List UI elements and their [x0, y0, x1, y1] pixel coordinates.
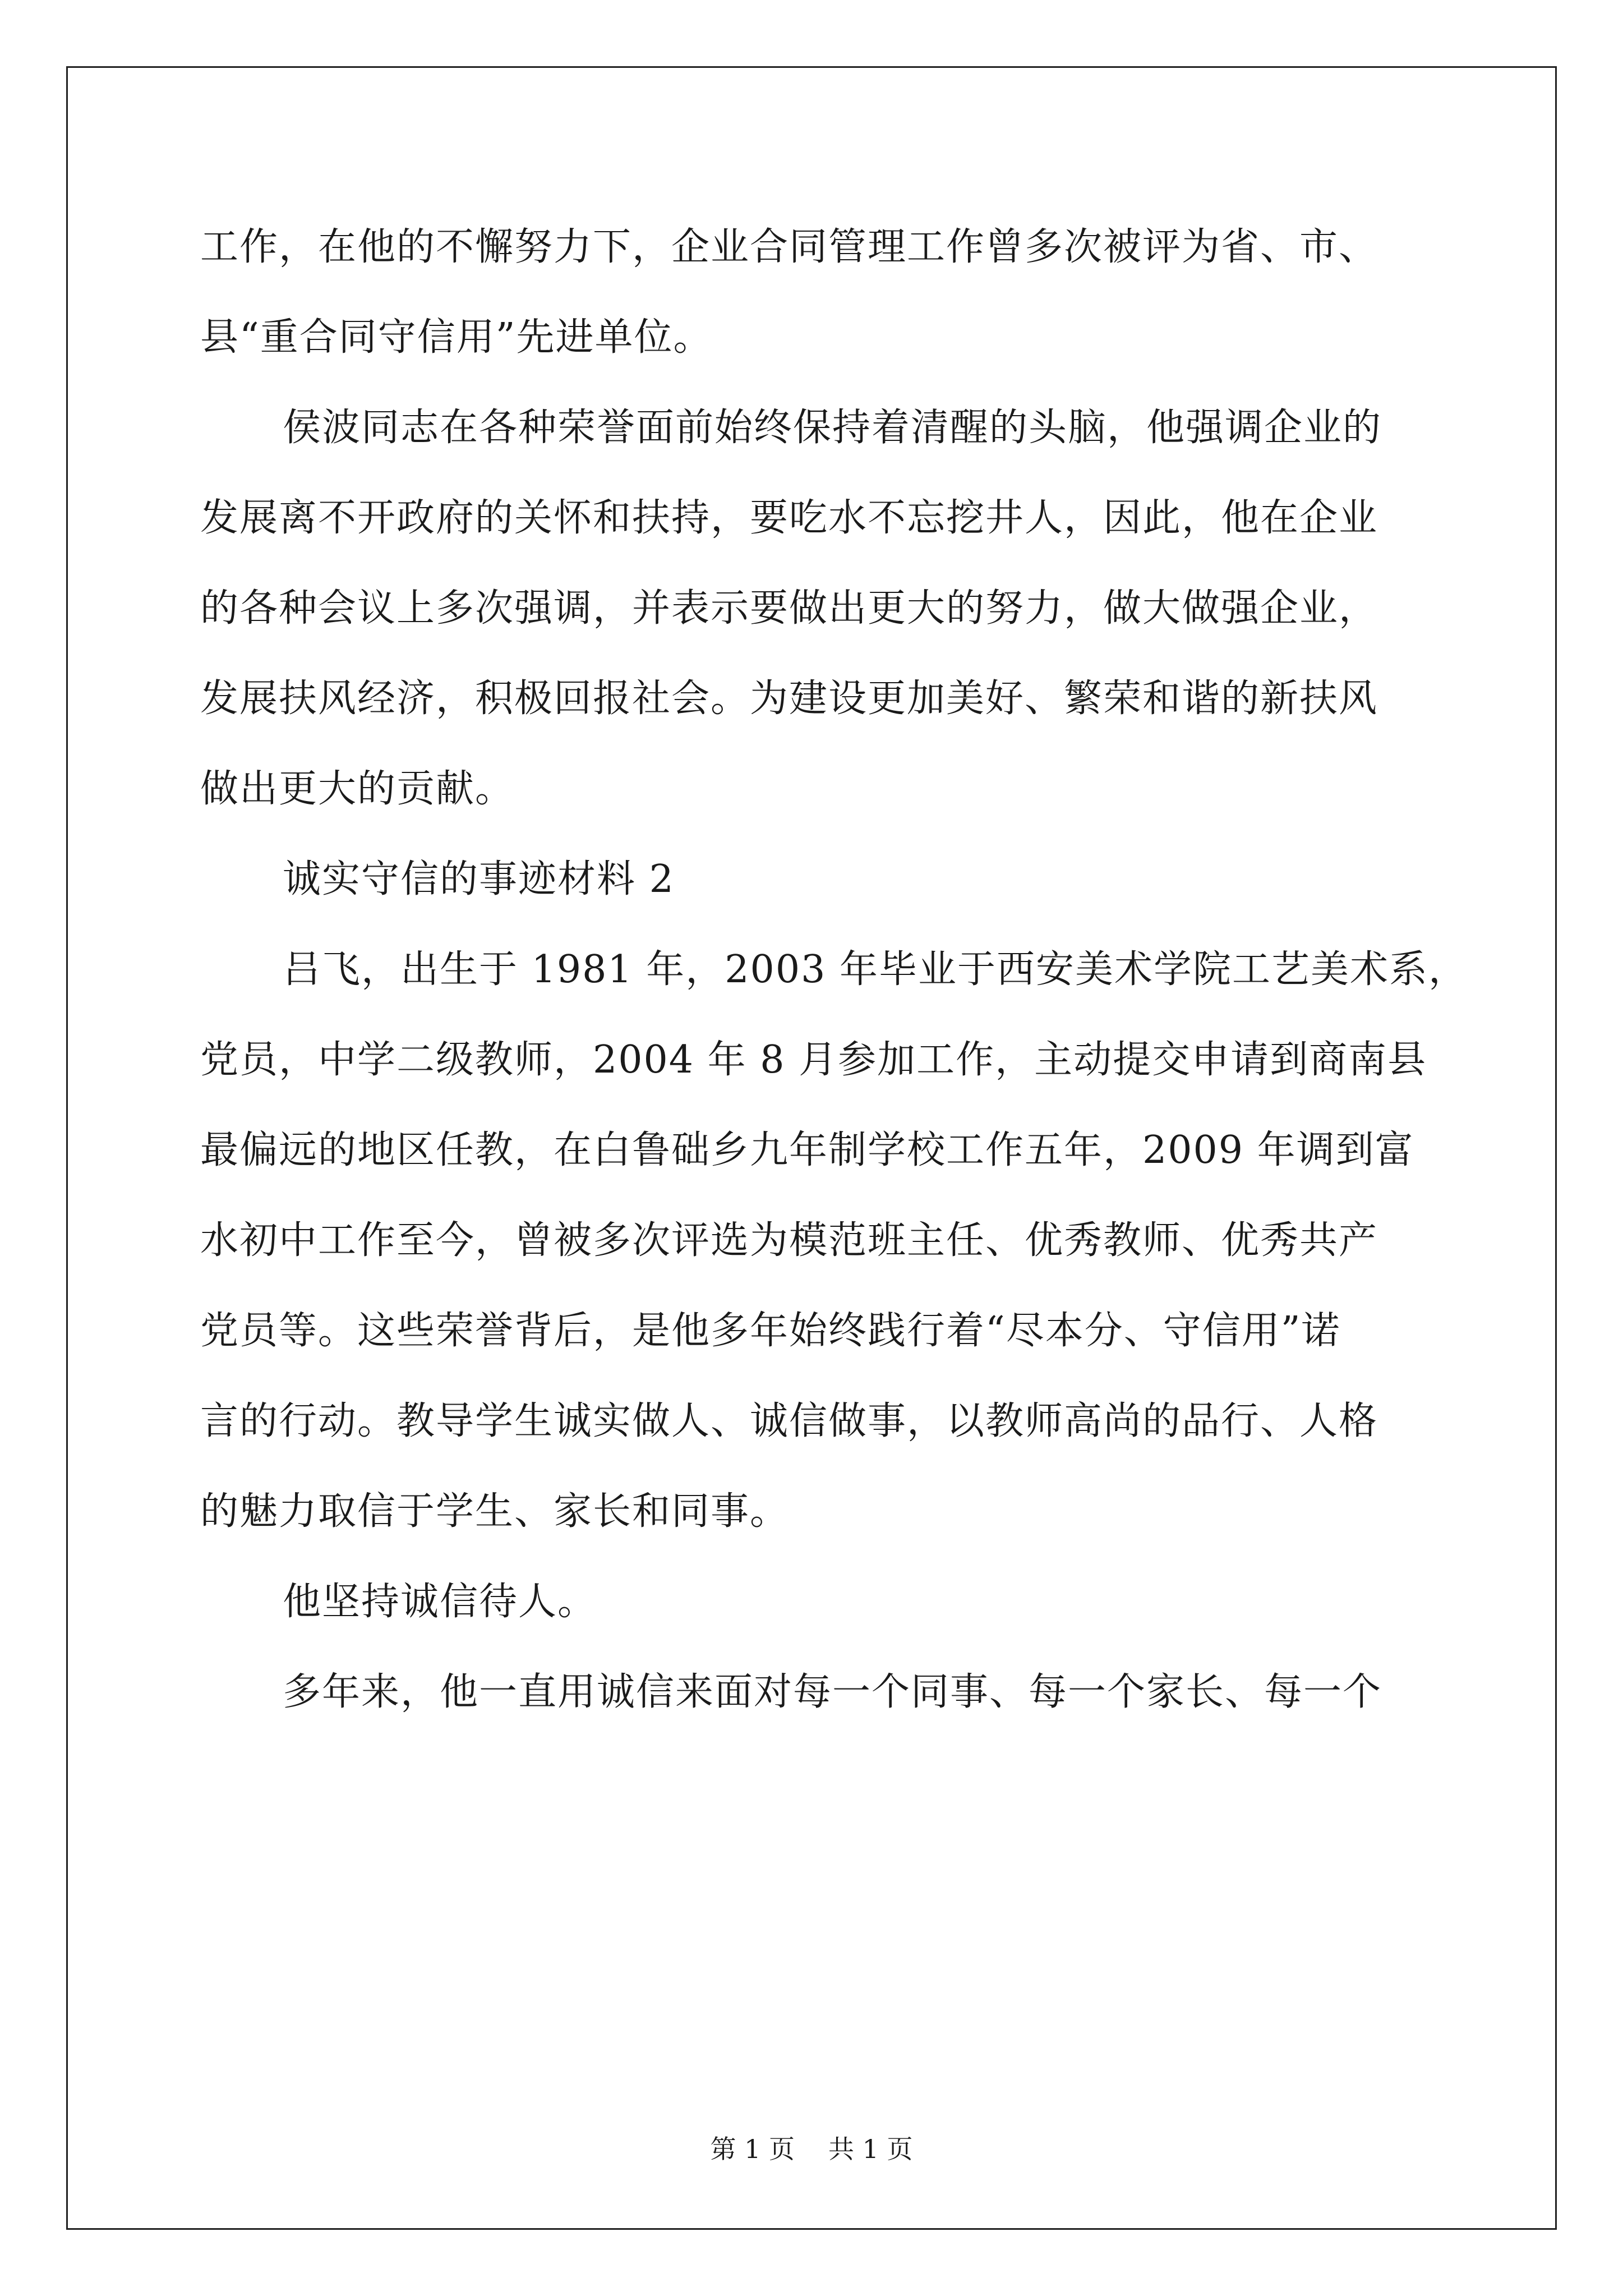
text-line-5: 的各种会议上多次强调，并表示要做出更大的努力，做大做强企业， — [200, 586, 1378, 631]
text-line-9: 吕飞，出生于 1981 年，2003 年毕业于西安美术学院工艺美术系， — [283, 947, 1468, 992]
text-line-13: 党员等。这些荣誉背后，是他多年始终践行着“尽本分、守信用”诺 — [200, 1309, 1341, 1353]
text-line-12: 水初中工作至今，曾被多次评选为模范班主任、优秀教师、优秀共产 — [200, 1218, 1378, 1263]
text-line-17: 多年来，他一直用诚信来面对每一个同事、每一个家长、每一个 — [283, 1670, 1382, 1714]
document-body — [200, 202, 1468, 1737]
text-line-3: 侯波同志在各种荣誉面前始终保持着清醒的头脑，他强调企业的 — [283, 406, 1382, 450]
text-line-4: 发展离不开政府的关怀和扶持，要吃水不忘挖井人，因此，他在企业 — [200, 496, 1378, 540]
page-total: 共 1 页 — [828, 2134, 913, 2164]
text-line-6: 发展扶风经济，积极回报社会。为建设更加美好、繁荣和谐的新扶风 — [200, 677, 1378, 721]
text-line-15: 的魅力取信于学生、家长和同事。 — [200, 1489, 790, 1534]
text-line-11: 最偏远的地区任教，在白鲁础乡九年制学校工作五年，2009 年调到富 — [200, 1128, 1414, 1172]
text-line-14: 言的行动。教导学生诚实做人、诚信做事，以教师高尚的品行、人格 — [200, 1399, 1378, 1443]
text-line-16: 他坚持诚信待人。 — [283, 1580, 597, 1624]
section-heading: 诚实守信的事迹材料 2 — [283, 857, 675, 901]
text-line-1: 工作，在他的不懈努力下，企业合同管理工作曾多次被评为省、市、 — [200, 225, 1378, 269]
text-line-10: 党员，中学二级教师，2004 年 8 月参加工作，主动提交申请到商南县 — [200, 1038, 1427, 1082]
page-footer — [0, 2129, 1623, 2166]
text-line-2: 县“重合同守信用”先进单位。 — [200, 315, 713, 360]
text-line-7: 做出更大的贡献。 — [200, 767, 515, 811]
page-number: 第 1 页 — [710, 2134, 795, 2164]
